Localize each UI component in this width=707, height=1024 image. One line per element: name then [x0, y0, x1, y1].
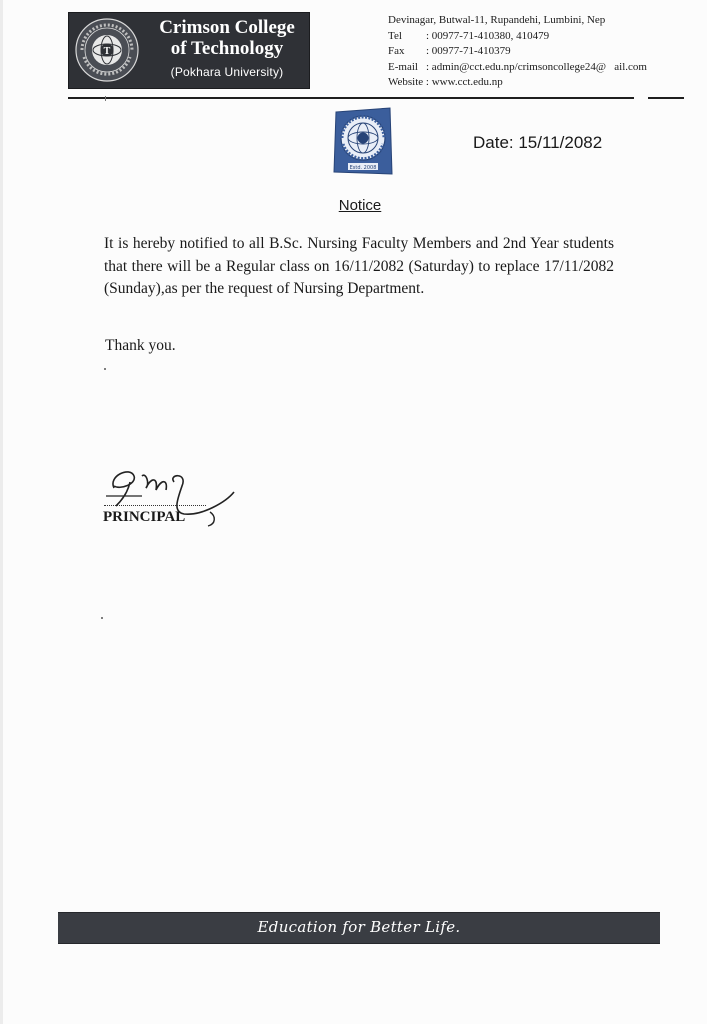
email-value: : admin@cct.edu.np/crimsoncollege24@: [426, 60, 607, 73]
fax-row: [388, 44, 698, 60]
footer-banner: [58, 912, 660, 944]
email-row: [388, 60, 698, 76]
scan-edge: [0, 0, 3, 1024]
college-logo: [68, 12, 310, 89]
tel-label: Tel: [388, 29, 402, 42]
website-label: Website: [388, 76, 424, 88]
closing-text: Thank you.: [105, 337, 176, 354]
emblem-letter: T: [103, 46, 111, 57]
university-name: (Pokhara University): [170, 65, 284, 79]
footer-tagline: Education for Better Life.: [257, 918, 461, 936]
scan-speck: [101, 617, 103, 619]
signature-line: [104, 505, 206, 506]
signatory-title: PRINCIPAL: [103, 509, 186, 525]
address: Devinagar, Butwal-11, Rupandehi, Lumbini, Nep: [388, 14, 606, 26]
tel-row: [388, 29, 698, 45]
fold-mark: [105, 96, 106, 101]
website-value: : www.cct.edu.np: [425, 76, 503, 88]
fax-label: Fax: [388, 45, 405, 57]
college-name-line2: of Technology: [170, 38, 284, 59]
college-seal-icon: [330, 106, 396, 178]
fax-value: : 00977-71-410379: [426, 45, 511, 57]
email-label: E-mail: [388, 60, 418, 73]
college-emblem-icon: [74, 17, 140, 83]
header-rule-extension: [648, 97, 684, 99]
scan-speck: [104, 368, 106, 370]
seal-estd: Estd. 2008: [349, 165, 377, 171]
notice-title: Notice: [338, 197, 382, 214]
header-rule: [68, 97, 634, 99]
notice-date: Date: 15/11/2082: [473, 133, 603, 152]
email-tail: ail.com: [614, 60, 647, 73]
website-row: [388, 75, 698, 91]
tel-value: : 00977-71-410380, 410479: [426, 29, 550, 42]
college-name: [147, 17, 307, 59]
college-name-line1: Crimson College: [159, 17, 295, 38]
contact-info: [388, 13, 698, 91]
notice-body: It is hereby notified to all B.Sc. Nursing Faculty Members and 2nd Year students that there will be a Regular class on 16/11/2082 (Saturday) to replace 17/11/2082 (Sunday),as per the request of Nursing Department.: [104, 235, 614, 297]
